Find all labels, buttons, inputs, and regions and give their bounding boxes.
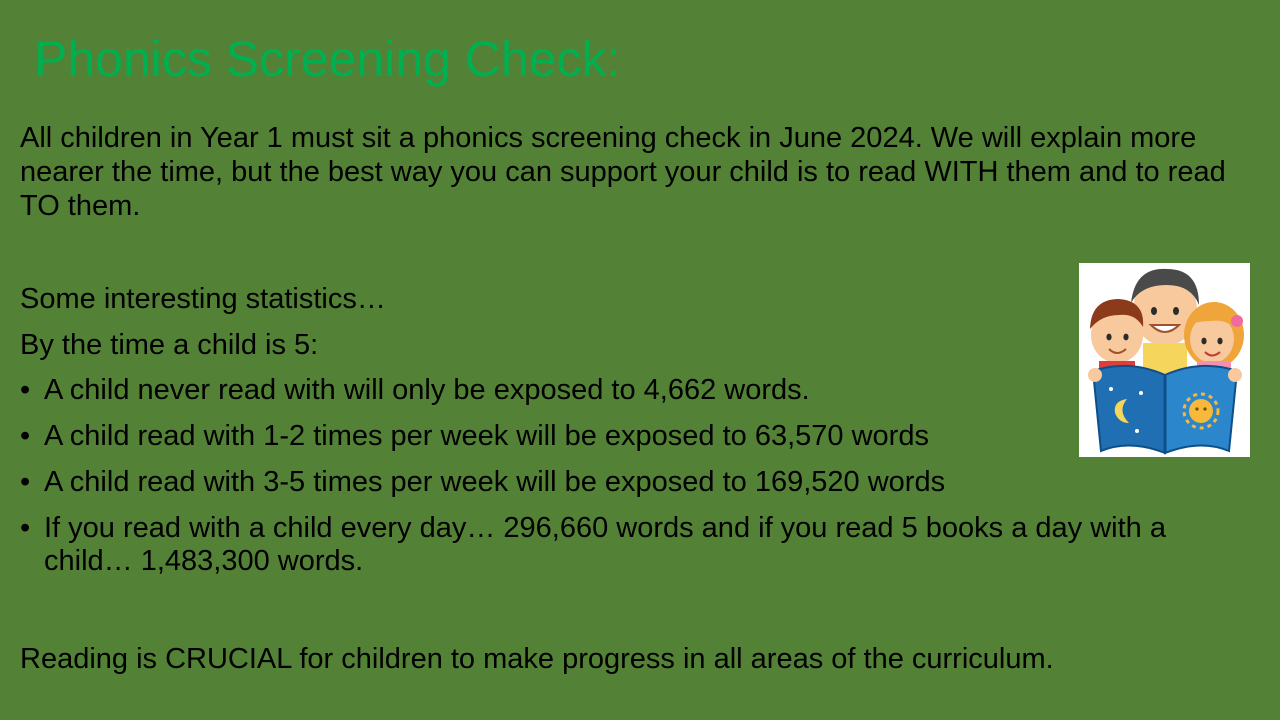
list-item [20, 374, 1074, 407]
list-item-text: A child never read with will only be exposed to 4,662 words. [44, 374, 810, 406]
bullet-icon: • [20, 466, 31, 498]
statistics-list [20, 374, 1250, 591]
closing-statement: Reading is CRUCIAL for children to make progress in all areas of the curriculum. [20, 643, 1054, 675]
intro-paragraph: All children in Year 1 must sit a phonics screening check in June 2024. We will explain more nearer the time, but the best way you can support your child is to read WITH them and to read TO them. [20, 122, 1226, 222]
bullet-icon: • [20, 420, 31, 452]
age-five-heading: By the time a child is 5: [20, 329, 319, 361]
family-reading-icon [1079, 263, 1250, 457]
list-item [20, 420, 1074, 453]
slide-title: Phonics Screening Check: [34, 31, 621, 87]
bullet-icon: • [20, 374, 31, 406]
bullet-icon: • [20, 512, 31, 544]
list-item-text: A child read with 1-2 times per week will be exposed to 63,570 words [44, 420, 929, 452]
family-reading-illustration [1079, 263, 1250, 457]
list-item [20, 512, 1250, 578]
list-item [20, 466, 1074, 499]
statistics-heading: Some interesting statistics… [20, 283, 386, 315]
list-item-text: A child read with 3-5 times per week will be exposed to 169,520 words [44, 466, 946, 498]
list-item-text: If you read with a child every day… 296,660 words and if you read 5 books a day with a child… 1,483,300 words. [44, 512, 1166, 577]
